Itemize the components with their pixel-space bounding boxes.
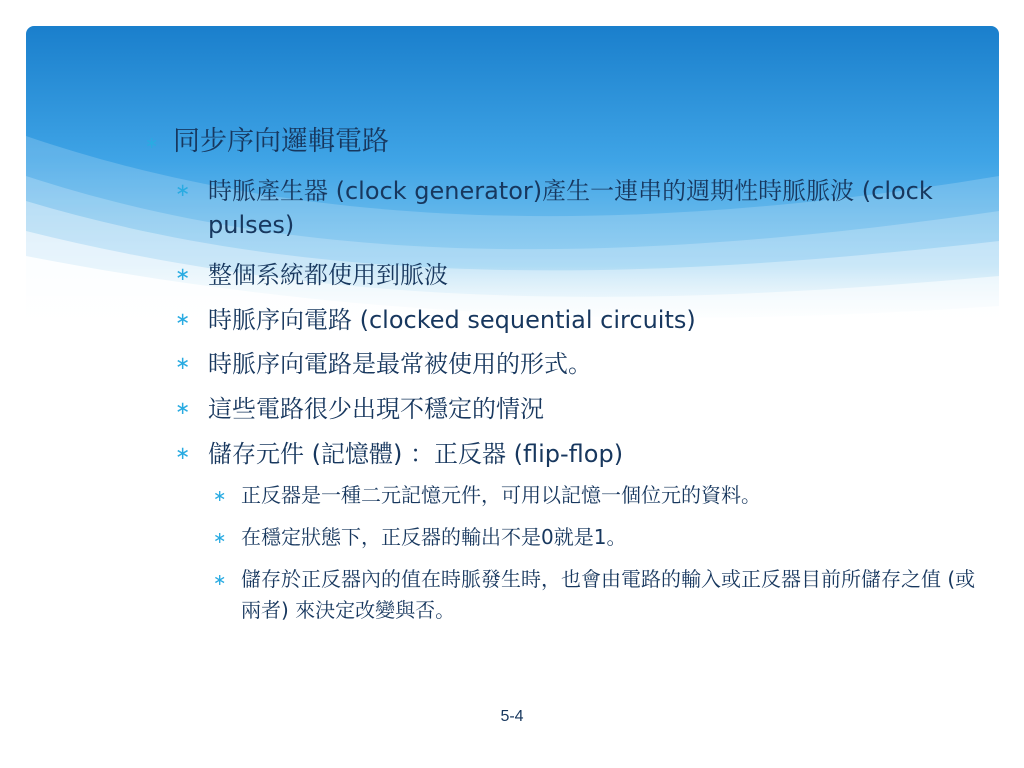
asterisk-bullet-icon: ∗ — [175, 180, 191, 201]
bullet-text: 時脈序向電路是最常被使用的形式。 — [208, 350, 592, 378]
sub-bullet-item — [213, 480, 986, 511]
asterisk-bullet-icon: ∗ — [175, 443, 191, 464]
bullet-text: 時脈序向電路 (clocked sequential circuits) — [208, 306, 696, 334]
sub-bullet-text: 在穩定狀態下，正反器的輸出不是0就是1。 — [241, 525, 627, 549]
asterisk-bullet-icon: ∗ — [175, 309, 191, 330]
sub-bullet-item — [213, 522, 986, 553]
bullet-item — [175, 174, 988, 242]
slide-title-row — [145, 124, 389, 161]
asterisk-bullet-icon: ∗ — [175, 264, 191, 285]
bullet-text: 這些電路很少出現不穩定的情況 — [208, 395, 544, 423]
bullet-text: 時脈產生器 (clock generator)產生一連串的週期性時脈脈波 (clock pulses) — [208, 177, 933, 239]
sub-bullet-text: 正反器是一種二元記憶元件，可用以記憶一個位元的資料。 — [241, 483, 761, 507]
asterisk-bullet-icon: ∗ — [213, 486, 227, 505]
slide-title: 同步序向邏輯電路 — [173, 126, 389, 157]
bullet-item — [175, 347, 988, 381]
asterisk-bullet-icon: ∗ — [175, 353, 191, 374]
asterisk-bullet-icon: ∗ — [145, 132, 159, 152]
sub-bullet-text: 儲存於正反器內的值在時脈發生時，也會由電路的輸入或正反器目前所儲存之值 (或兩者) 來決定改變與否。 — [241, 567, 976, 622]
bullet-text: 儲存元件 (記憶體) ：正反器 (flip-flop) — [208, 440, 624, 468]
bullet-text: 整個系統都使用到脈波 — [208, 261, 448, 289]
sub-bullet-item — [213, 564, 986, 626]
asterisk-bullet-icon: ∗ — [175, 398, 191, 419]
asterisk-bullet-icon: ∗ — [213, 570, 227, 589]
bullet-item — [175, 303, 988, 337]
bullet-item — [175, 437, 988, 471]
page-number: 5-4 — [500, 708, 524, 725]
asterisk-bullet-icon: ∗ — [213, 528, 227, 547]
bullet-item — [175, 392, 988, 426]
bullet-item — [175, 258, 988, 292]
